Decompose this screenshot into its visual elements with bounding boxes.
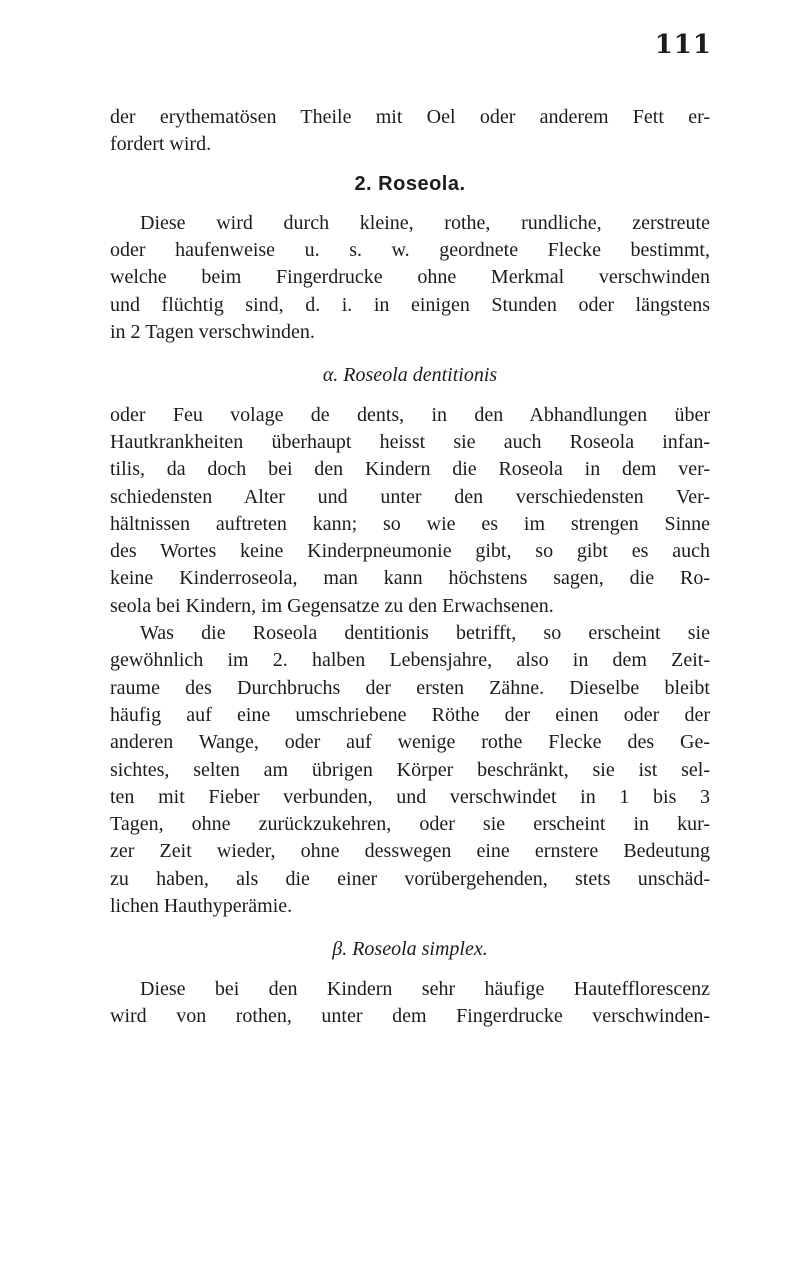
text-line: Tagen, ohne zurückzukehren, oder sie erscheint in kur- — [110, 813, 710, 836]
text-line: tilis, da doch bei den Kindern die Roseola in dem ver- — [110, 458, 710, 481]
page-number: 111 — [654, 30, 712, 60]
text-line: in 2 Tagen verschwinden. — [110, 321, 315, 344]
text-line: sichtes, selten am übrigen Körper beschränkt, sie ist sel- — [110, 758, 710, 781]
text-line: Hautkrankheiten überhaupt heisst sie auch Roseola infan- — [110, 430, 710, 453]
text-line: zu haben, als die einer vorübergehenden, stets unschäd- — [110, 867, 710, 890]
text-line: welche beim Fingerdrucke ohne Merkmal verschwinden — [110, 266, 710, 289]
text-line: seola bei Kindern, im Gegensatze zu den Erwachsenen. — [110, 594, 554, 617]
subsection-heading: α. Roseola dentitionis — [322, 364, 498, 387]
text-line: des Wortes keine Kinderpneumonie gibt, so gibt es auch — [110, 540, 710, 563]
text-line: keine Kinderroseola, man kann höchstens sagen, die Ro- — [110, 567, 710, 590]
text-line: raume des Durchbruchs der ersten Zähne. Dieselbe bleibt — [110, 676, 710, 699]
text-line: Diese wird durch kleine, rothe, rundliche, zerstreute — [140, 211, 710, 234]
text-line: anderen Wange, oder auf wenige rothe Flecke des Ge- — [110, 731, 710, 754]
text-line: lichen Hauthyperämie. — [110, 895, 293, 918]
text-line: schiedensten Alter und unter den verschiedensten Ver- — [110, 485, 710, 508]
text-line: ten mit Fieber verbunden, und verschwindet in 1 bis 3 — [110, 785, 710, 808]
text-body — [110, 104, 710, 1030]
text-line: der erythematösen Theile mit Oel oder anderem Fett er- — [110, 106, 710, 128]
text-line: häufig auf eine umschriebene Röthe der einen oder der — [110, 703, 710, 726]
text-line: gewöhnlich im 2. halben Lebensjahre, also in dem Zeit- — [110, 649, 710, 672]
text-line: fordert wird. — [110, 133, 212, 156]
text-line: wird von rothen, unter dem Fingerdrucke verschwinden- — [110, 1004, 710, 1027]
text-line: oder Feu volage de dents, in den Abhandlungen über — [110, 403, 710, 426]
text-line: Was die Roseola dentitionis betrifft, so erscheint sie — [140, 622, 710, 645]
section-heading: 2. Roseola. — [354, 172, 466, 195]
text-line: Diese bei den Kindern sehr häufige Hautefflorescenz — [140, 977, 710, 1000]
text-line: zer Zeit wieder, ohne desswegen eine ernstere Bedeutung — [110, 840, 710, 863]
text-line: und flüchtig sind, d. i. in einigen Stunden oder längstens — [110, 293, 710, 316]
text-line: hältnissen auftreten kann; so wie es im strengen Sinne — [110, 512, 710, 535]
subsection-heading: β. Roseola simplex. — [332, 938, 488, 961]
text-line: oder haufenweise u. s. w. geordnete Flecke bestimmt, — [110, 239, 710, 262]
